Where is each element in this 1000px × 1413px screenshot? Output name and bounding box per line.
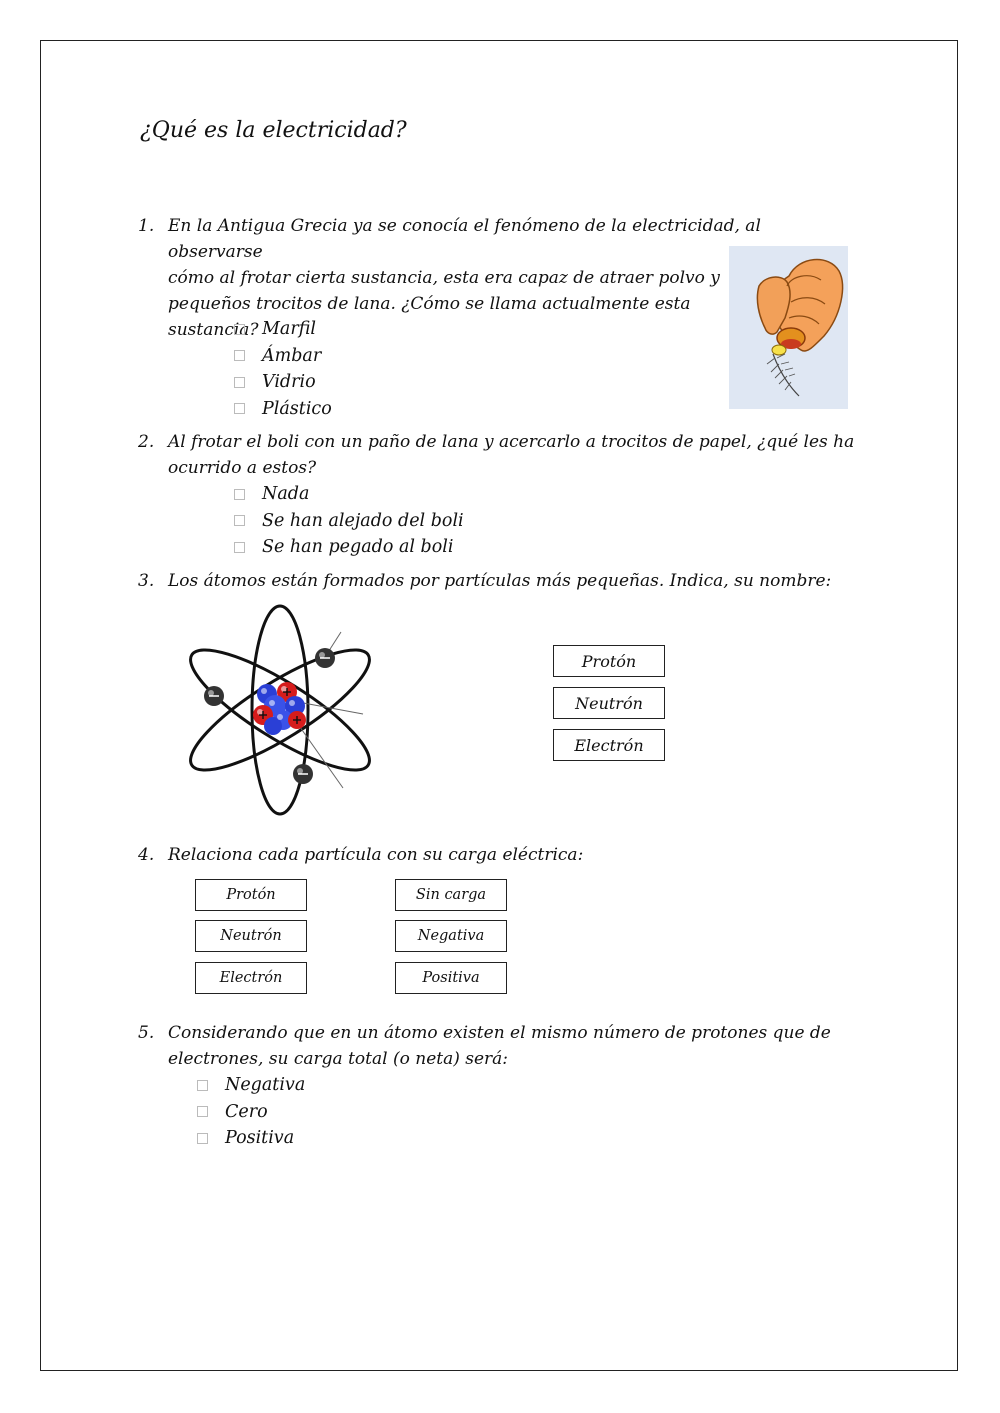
question-2 — [138, 429, 858, 481]
question-3 — [138, 568, 858, 594]
question-number: 5. — [138, 1023, 155, 1043]
empty-checkbox-icon[interactable] — [234, 515, 245, 526]
option-label: Vidrio — [262, 372, 316, 392]
charge-negativa[interactable]: Negativa — [395, 920, 507, 952]
option-pegado[interactable] — [234, 534, 464, 561]
option-label: Positiva — [225, 1128, 295, 1148]
question-line: cómo al frotar cierta sustancia, esta era capaz de atraer polvo y — [168, 268, 720, 288]
empty-checkbox-icon[interactable] — [234, 324, 245, 335]
label-neutron[interactable]: Neutrón — [553, 687, 665, 719]
page-title: ¿Qué es la electricidad? — [140, 118, 407, 143]
question-text: Relaciona cada partícula con su carga eléctrica: — [168, 845, 584, 865]
option-label: Negativa — [225, 1075, 306, 1095]
option-vidrio[interactable] — [234, 369, 332, 396]
option-cero[interactable] — [197, 1099, 305, 1126]
option-label: Plástico — [262, 398, 332, 419]
question-2-options — [234, 481, 464, 561]
question-line: pequeños trocitos de lana. ¿Cómo se llama actualmente esta — [168, 294, 691, 314]
label-proton[interactable]: Protón — [553, 645, 665, 677]
question-text — [168, 1020, 858, 1072]
empty-checkbox-icon[interactable] — [234, 489, 245, 500]
question-line: Considerando que en un átomo existen el mismo número de protones que de — [168, 1023, 831, 1043]
empty-checkbox-icon[interactable] — [197, 1080, 208, 1091]
option-label: Se han alejado del boli — [262, 510, 464, 531]
option-plastico[interactable] — [234, 396, 332, 423]
question-5 — [138, 1020, 858, 1072]
option-marfil[interactable] — [234, 316, 332, 343]
option-label: Se han pegado al boli — [262, 537, 454, 557]
question-line: En la Antigua Grecia ya se conocía el fenómeno de la electricidad, al observarse — [168, 216, 761, 262]
empty-checkbox-icon[interactable] — [234, 403, 245, 414]
charge-sin-carga[interactable]: Sin carga — [395, 879, 507, 911]
empty-checkbox-icon[interactable] — [197, 1133, 208, 1144]
option-label: Nada — [262, 484, 310, 504]
question-number: 4. — [138, 845, 155, 865]
empty-checkbox-icon[interactable] — [234, 542, 245, 553]
question-line: ocurrido a estos? — [168, 458, 317, 478]
empty-checkbox-icon[interactable] — [234, 377, 245, 388]
option-ambar[interactable] — [234, 343, 332, 370]
option-positiva[interactable] — [197, 1125, 305, 1152]
particle-neutron[interactable]: Neutrón — [195, 920, 307, 952]
question-text: Los átomos están formados por partículas más pequeñas. Indica, su nombre: — [168, 571, 832, 591]
atom-model-image — [183, 602, 378, 818]
hand-rubbing-amber-image — [729, 246, 848, 409]
option-negativa[interactable] — [197, 1072, 305, 1099]
question-number: 3. — [138, 571, 155, 591]
empty-checkbox-icon[interactable] — [197, 1106, 208, 1117]
question-line: Al frotar el boli con un paño de lana y acercarlo a trocitos de papel, ¿qué les ha — [168, 432, 855, 452]
option-label: Cero — [225, 1101, 268, 1122]
question-4 — [138, 842, 858, 868]
empty-checkbox-icon[interactable] — [234, 350, 245, 361]
option-nada[interactable] — [234, 481, 464, 508]
question-number: 2. — [138, 432, 155, 452]
question-5-options — [197, 1072, 305, 1152]
particle-proton[interactable]: Protón — [195, 879, 307, 911]
particle-electron[interactable]: Electrón — [195, 962, 307, 994]
question-line: sustancia? — [168, 320, 259, 340]
option-label: Ámbar — [262, 345, 322, 366]
question-1-options — [234, 316, 332, 422]
charge-positiva[interactable]: Positiva — [395, 962, 507, 994]
question-number: 1. — [138, 216, 155, 236]
label-electron[interactable]: Electrón — [553, 729, 665, 761]
question-text — [168, 429, 858, 481]
question-line: electrones, su carga total (o neta) será: — [168, 1049, 509, 1069]
option-label: Marfil — [262, 319, 316, 339]
option-alejado[interactable] — [234, 508, 464, 535]
